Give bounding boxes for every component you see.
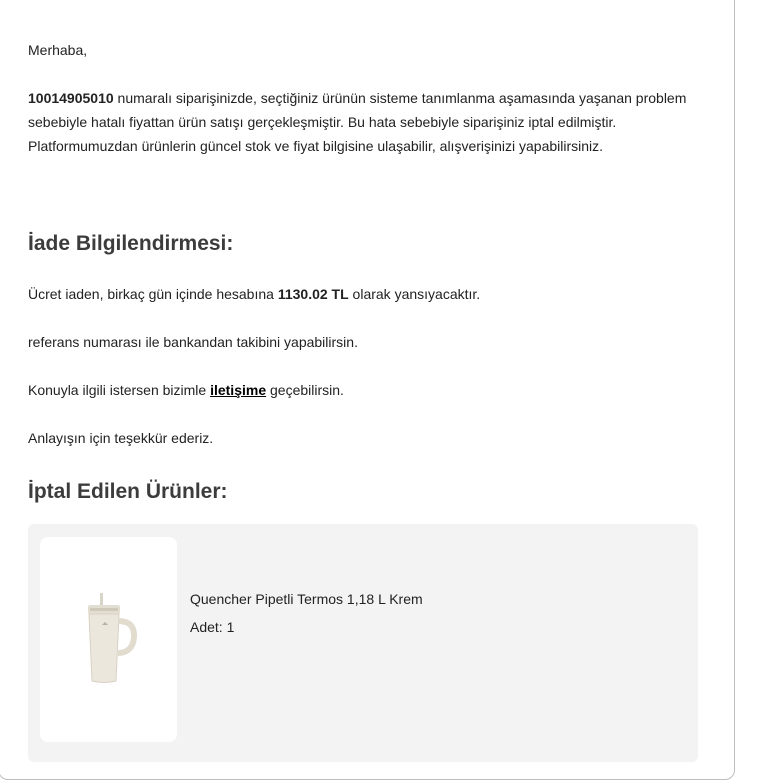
cancelled-product-card [28, 524, 698, 762]
refund-info [28, 282, 480, 306]
reference-line: referans numarası ile bankandan takibini yapabilirsin. [28, 334, 358, 350]
order-number: 10014905010 [28, 90, 114, 106]
contact-line [28, 378, 344, 402]
refund-line-before: Ücret iaden, birkaç gün içinde hesabına [28, 286, 278, 302]
product-quantity: Adet: 1 [190, 619, 235, 635]
product-image[interactable] [40, 537, 177, 742]
thanks-line: Anlayışın için teşekkür ederiz. [28, 430, 214, 446]
refund-amount: 1130.02 TL [277, 286, 349, 302]
cancellation-text: numaralı siparişinizde, seçtiğiniz ürünün sisteme tanımlanma aşamasında yaşanan problem sebebiyle hatalı fiyattan ürün satışı gerçekleşmiştir. Bu hata sebebiyle siparişiniz iptal edilmiştir. Platformumuzdan ürünlerin güncel stok ve fiyat bilgisine ulaşabilir, alışverişinizi yapabilirsiniz. [28, 90, 687, 154]
tumbler-product-image [80, 593, 140, 683]
greeting: Merhaba, [28, 42, 88, 58]
refund-line-after: olarak yansıyacaktır. [348, 286, 481, 302]
product-name: Quencher Pipetli Termos 1,18 L Krem [190, 591, 423, 607]
contact-link[interactable]: iletişime [210, 382, 267, 398]
refund-heading: İade Bilgilendirmesi: [28, 232, 234, 255]
cancelled-products-heading: İptal Edilen Ürünler: [28, 480, 228, 503]
contact-before: Konuyla ilgili istersen bizimle [28, 382, 211, 398]
cancellation-message [28, 86, 708, 158]
contact-after: geçebilirsin. [266, 382, 344, 398]
